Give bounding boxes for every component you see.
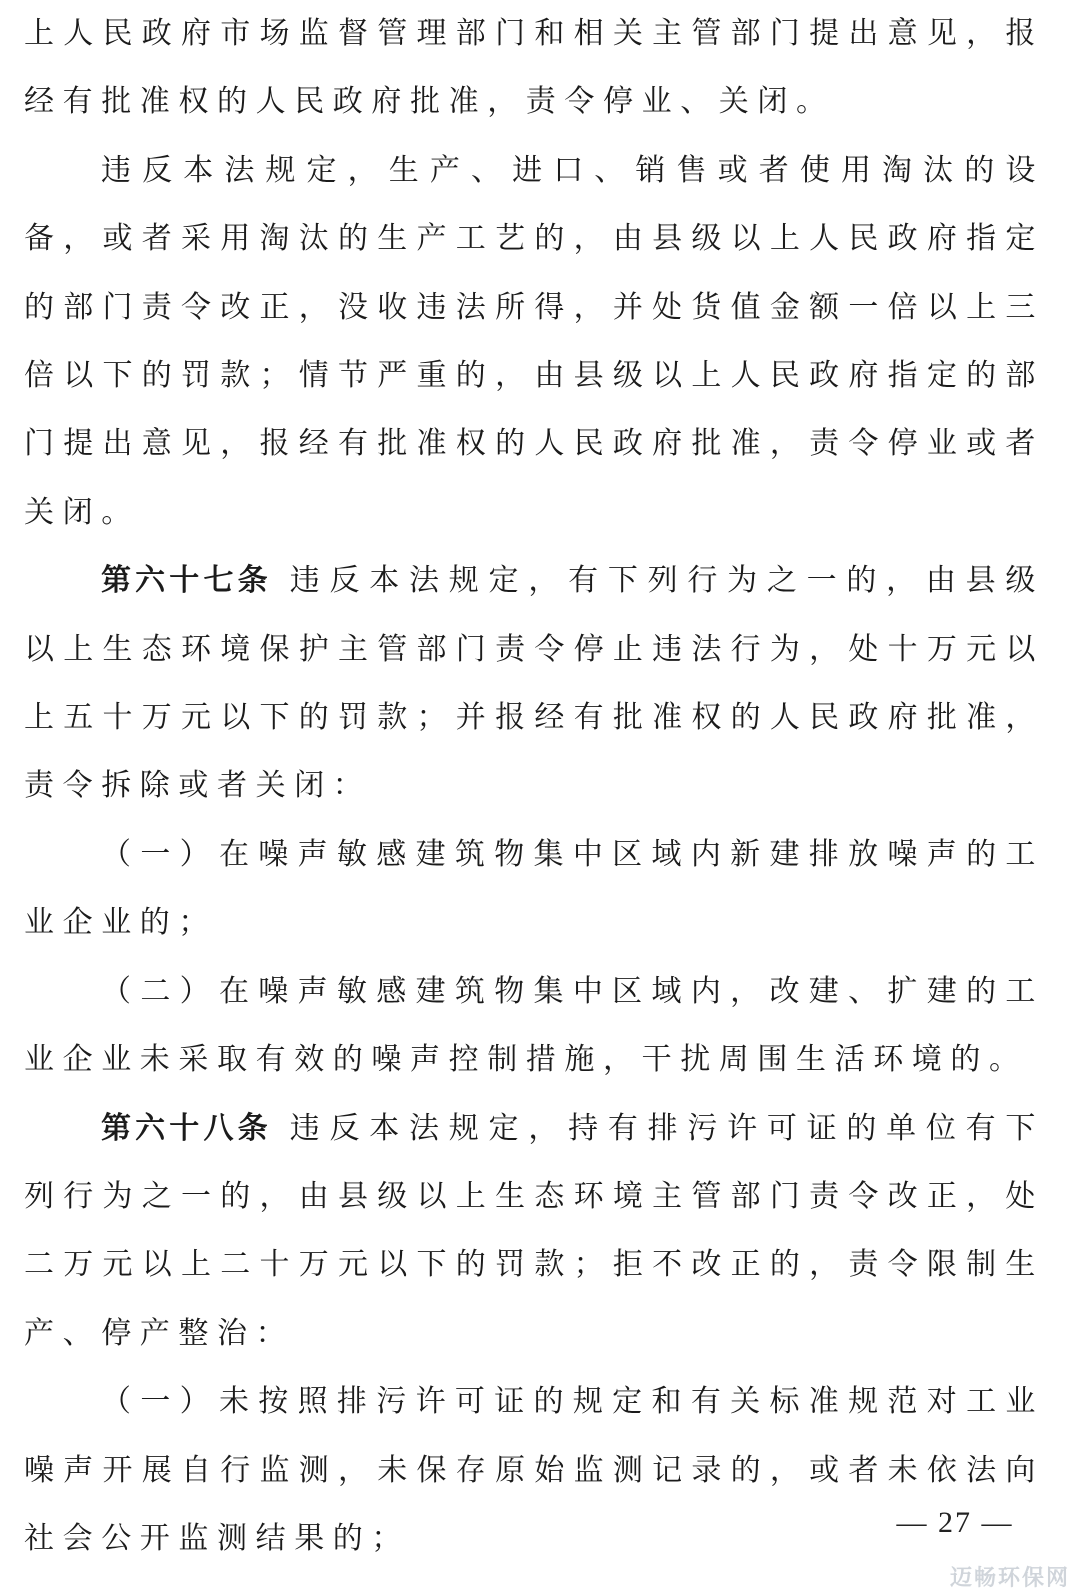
article-67-item-1-text: （一）在噪声敏感建筑物集中区域内新建排放噪声的工业企业的； — [24, 836, 1044, 941]
paragraph-2 — [24, 137, 1044, 547]
paragraph-2-text: 违反本法规定，生产、进口、销售或者使用淘汰的设备，或者采用淘汰的生产工艺的，由县级以上人民政府指定的部门责令改正，没收违法所得，并处货值金额一倍以上三倍以下的罚款；情节严重的，由县级以上人民政府指定的部门提出意见，报经有批准权的人民政府批准，责令停业或者关闭。 — [24, 152, 1044, 530]
article-67-item-2-text: （二）在噪声敏感建筑物集中区域内，改建、扩建的工业企业未采取有效的噪声控制措施，干扰周围生活环境的。 — [24, 973, 1044, 1078]
article-68-heading: 第六十八条 — [101, 1110, 272, 1146]
paragraph-1 — [24, 0, 1044, 137]
article-67-heading: 第六十七条 — [101, 563, 272, 599]
article-68-text: 违反本法规定，持有排污许可证的单位有下列行为之一的，由县级以上生态环境主管部门责令改正，处二万元以上二十万元以下的罚款；拒不改正的，责令限制生产、停产整治： — [24, 1110, 1044, 1351]
article-68-item-1 — [24, 1368, 1044, 1573]
paragraph-1-text: 上人民政府市场监督管理部门和相关主管部门提出意见，报经有批准权的人民政府批准，责令停业、关闭。 — [24, 16, 1044, 120]
site-watermark: 迈畅环保网 — [949, 1566, 1070, 1591]
article-67-text: 违反本法规定，有下列行为之一的，由县级以上生态环境保护主管部门责令停止违法行为，处十万元以上五十万元以下的罚款；并报经有批准权的人民政府批准，责令拆除或者关闭： — [24, 563, 1044, 804]
article-67 — [24, 547, 1044, 821]
article-68-item-1-text: （一）未按照排污许可证的规定和有关标准规范对工业噪声开展自行监测，未保存原始监测记录的，或者未依法向社会公开监测结果的； — [24, 1384, 1044, 1556]
article-68 — [24, 1095, 1044, 1369]
article-67-item-1 — [24, 821, 1044, 958]
page-number: — 27 — — [896, 1506, 1014, 1539]
article-67-item-2 — [24, 958, 1044, 1095]
document-body — [24, 0, 1044, 1573]
